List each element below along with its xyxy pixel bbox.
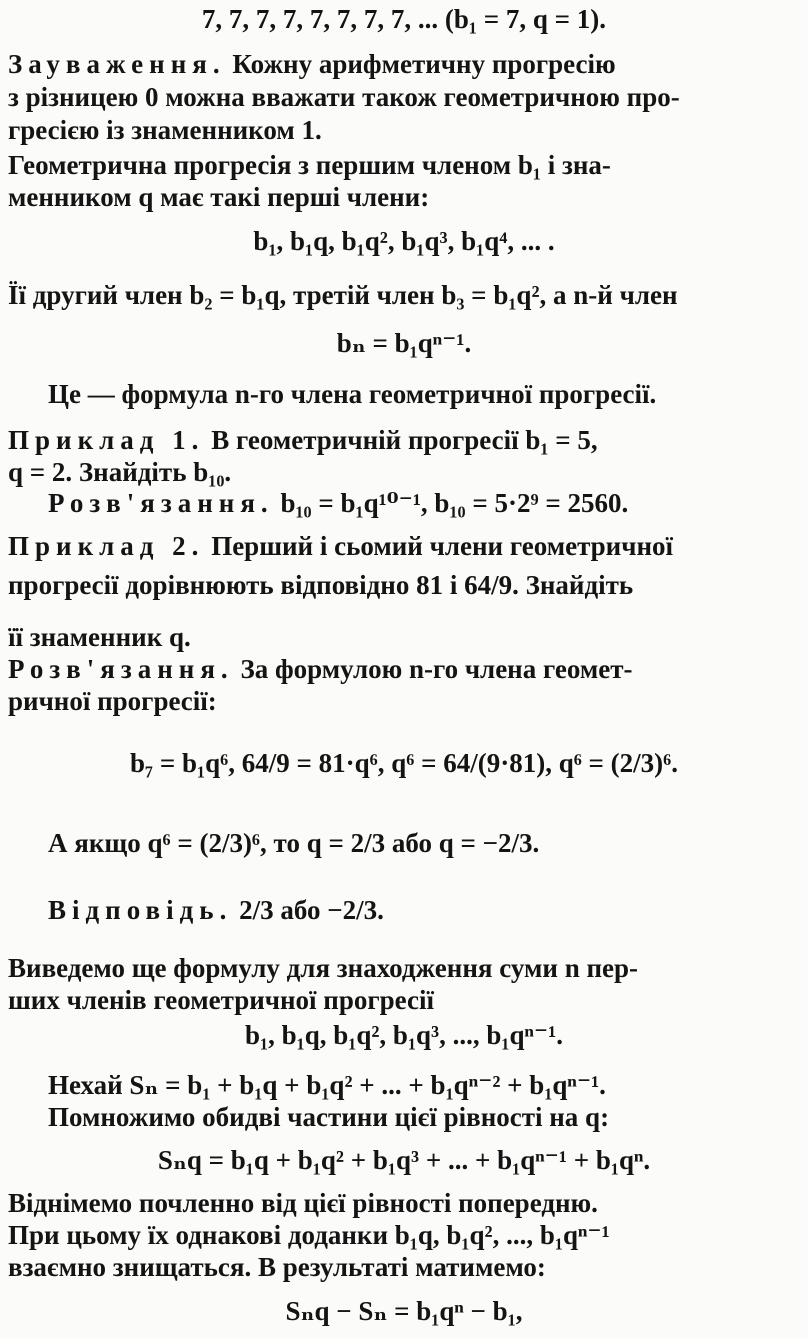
text-line-12 <box>8 455 231 489</box>
text-line-29 <box>8 1218 800 1252</box>
text-line-3 <box>8 80 800 114</box>
multiply-step: Помножимо обидві частини цієї рівності на q: <box>48 1102 610 1132</box>
text-line-7 <box>0 224 808 258</box>
sum-definition: Нехай Sₙ = b₁ + b₁q + b₁q² + ... + b₁qⁿ⁻² + b₁qⁿ⁻¹. <box>48 1070 606 1100</box>
example-1-label: Приклад 1. <box>8 425 205 455</box>
second-third-terms: Її другий член b₂ = b₁q, третій член b₃ = b₁q², а n-й член <box>8 280 678 310</box>
answer-label: Відповідь. <box>48 895 233 925</box>
text-line-6 <box>8 180 429 214</box>
text-line-5 <box>8 148 800 182</box>
text-line-20 <box>48 826 539 860</box>
text-line-14 <box>8 529 800 563</box>
solution-2-text-2: ричної прогресії: <box>8 686 217 716</box>
subtract-step-3: взаємно знищаться. В результаті матимемо: <box>8 1252 546 1282</box>
text-line-10 <box>48 377 656 411</box>
text-line-30 <box>8 1250 546 1284</box>
sum-times-q: Sₙq = b₁q + b₁q² + b₁q³ + ... + b₁qⁿ⁻¹ + b₁qⁿ. <box>157 1145 651 1175</box>
text-line-25 <box>48 1068 606 1102</box>
first-terms-formula: b₁, b₁q, b₁q², b₁q³, b₁q⁴, ... . <box>253 226 555 256</box>
difference-result: Sₙq − Sₙ = b₁qⁿ − b₁, <box>285 1296 523 1326</box>
solution-1-text: b₁₀ = b₁q¹⁰⁻¹, b₁₀ = 5·2⁹ = 2560. <box>280 488 629 518</box>
sum-intro-1: Виведемо ще формулу для знаходження суми n пер- <box>8 953 639 983</box>
subtract-step-2: При цьому їх однакові доданки b₁q, b₁q², ..., b₁qⁿ⁻¹ <box>8 1220 610 1250</box>
sequence-terms: b₁, b₁q, b₁q², b₁q³, ..., b₁qⁿ⁻¹. <box>244 1020 564 1050</box>
answer-text: 2/3 або −2/3. <box>239 895 384 925</box>
text-line-4 <box>8 113 322 147</box>
text-line-2 <box>8 47 800 81</box>
text-line-27 <box>0 1143 808 1177</box>
remark-text-1: Кожну арифметичну прогресію <box>232 49 616 79</box>
example-2-text-3: її знаменник q. <box>8 622 191 652</box>
text-line-8 <box>8 278 678 312</box>
text-line-18 <box>8 684 217 718</box>
remark-label: Зауваження. <box>8 49 226 79</box>
text-line-15 <box>8 568 800 602</box>
remark-text-2: з різницею 0 можна вважати також геометричною про- <box>8 82 680 112</box>
text-line-16 <box>8 620 191 654</box>
solution-2-text-1: За формулою n-го члена геомет- <box>240 654 633 684</box>
example-2-text-1: Перший і сьомий члени геометричної <box>211 531 674 561</box>
text-line-17 <box>8 652 800 686</box>
solution-2-formula: b₇ = b₁q⁶, 64/9 = 81·q⁶, q⁶ = 64/(9·81), q⁶ = (2/3)⁶. <box>129 748 679 778</box>
sum-intro-2: ших членів геометричної прогресії <box>8 985 434 1015</box>
example-1-task: q = 2. Знайдіть b₁₀. <box>8 457 232 487</box>
remark-text-3: гресією із знаменником 1. <box>8 115 322 145</box>
text-line-1 <box>0 2 808 36</box>
root-conclusion: А якщо q⁶ = (2/3)⁶, то q = 2/3 або q = −2/3. <box>48 828 540 858</box>
text-line-13 <box>48 486 628 520</box>
text-line-28 <box>8 1186 800 1220</box>
geometric-intro-1: Геометрична прогресія з першим членом b₁ і зна- <box>8 150 611 180</box>
sequence-example: 7, 7, 7, 7, 7, 7, 7, 7, ... (b₁ = 7, q = 1). <box>201 4 607 34</box>
text-line-26 <box>48 1100 609 1134</box>
subtract-step-1: Віднімемо почленно від цієї рівності попередню. <box>8 1188 598 1218</box>
text-line-31 <box>0 1294 808 1328</box>
text-line-22 <box>8 951 800 985</box>
text-line-9 <box>0 326 808 360</box>
geometric-intro-2: менником q має такі перші члени: <box>8 182 430 212</box>
formula-name: Це — формула n-го члена геометричної прогресії. <box>48 379 657 409</box>
text-line-19 <box>0 746 808 780</box>
solution-1-label: Розв'язання. <box>48 488 274 518</box>
example-1-text: В геометричній прогресії b₁ = 5, <box>211 425 598 455</box>
text-line-23 <box>8 983 434 1017</box>
text-line-24 <box>0 1018 808 1052</box>
example-2-text-2: прогресії дорівнюють відповідно 81 і 64/9. Знайдіть <box>8 570 634 600</box>
text-line-21 <box>48 893 384 927</box>
text-line-11 <box>8 423 800 457</box>
nth-term-formula: bₙ = b₁qⁿ⁻¹. <box>336 328 472 358</box>
solution-2-label: Розв'язання. <box>8 654 234 684</box>
example-2-label: Приклад 2. <box>8 531 205 561</box>
